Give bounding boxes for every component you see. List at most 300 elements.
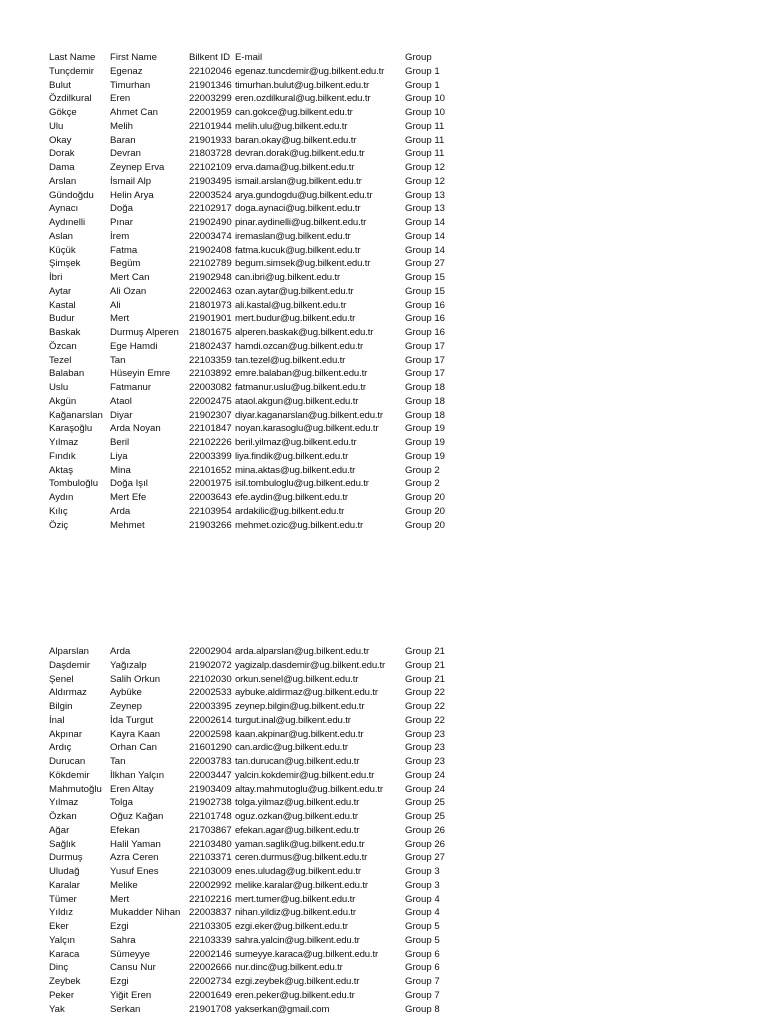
group-cell: Group 3 [405,866,440,877]
email-cell: alperen.baskak@ug.bilkent.edu.tr [235,327,374,338]
bilkent-id-cell: 21901708 [189,1003,232,1015]
group-cell: Group 21 [405,659,446,671]
bilkent-id-cell: 22102216 [189,893,232,905]
last-name-cell: Kağanarslan [49,409,103,421]
email-cell: kaan.akpinar@ug.bilkent.edu.tr [235,728,364,740]
last-name-cell: Durmuş [49,852,83,864]
bilkent-id-cell: 22102030 [189,673,232,685]
bilkent-id-cell: 22103009 [189,866,232,877]
last-name-cell: Sağlık [49,838,76,850]
first-name-cell: Yiğit Eren [110,989,152,1001]
group-cell: Group 19 [405,423,446,435]
group-cell: Group 20 [405,492,446,503]
last-name-cell: Aydınelli [49,217,86,228]
last-name-cell: Okay [49,134,72,146]
group-cell: Group 13 [405,203,446,215]
email-cell: ozan.aytar@ug.bilkent.edu.tr [235,285,354,297]
first-name-cell: Ataol [110,395,132,407]
email-cell: arya.gundogdu@ug.bilkent.edu.tr [235,189,373,201]
group-cell: Group 17 [405,368,446,380]
last-name-cell: Uslu [49,382,69,393]
bilkent-id-cell: 21903266 [189,519,232,531]
first-name-cell: Ali Ozan [110,285,147,297]
first-name-cell: Mehmet [110,519,145,531]
group-cell: Group 24 [405,769,446,781]
email-cell: ali.kastal@ug.bilkent.edu.tr [235,299,347,311]
first-name-cell: Salih Orkun [110,673,161,685]
bilkent-id-cell: 22103339 [189,934,232,946]
group-cell: Group 24 [405,783,446,795]
bilkent-id-cell: 22001959 [189,107,232,118]
group-cell: Group 10 [405,93,446,105]
first-name-cell: Zeynep Erva [110,162,165,173]
group-cell: Group 18 [405,395,446,407]
first-name-cell: İrem [110,230,130,242]
last-name-cell: Akpınar [49,728,83,740]
group-cell: Group 4 [405,907,440,919]
last-name-cell: Öziç [49,519,69,531]
last-name-cell: Yalçın [49,934,75,946]
group-cell: Group 2 [405,464,440,476]
first-name-cell: Ezgi [110,921,129,932]
first-name-cell: Mert [110,893,130,905]
first-name-cell: Hüseyin Emre [110,368,171,380]
group-cell: Group 26 [405,838,446,850]
bilkent-id-cell: 22101847 [189,423,232,435]
group-cell: Group 12 [405,175,446,187]
bilkent-id-cell: 22002614 [189,714,232,726]
first-name-cell: Mina [110,464,131,476]
email-cell: can.gokce@ug.bilkent.edu.tr [235,107,353,118]
last-name-cell: Yak [49,1003,65,1015]
group-cell: Group 14 [405,230,446,242]
last-name-cell: Karalar [49,879,80,891]
bilkent-id-cell: 21902408 [189,244,232,256]
header-first-name: First Name [110,52,157,63]
bilkent-id-cell: 22003643 [189,492,232,503]
group-cell: Group 25 [405,797,446,809]
last-name-cell: Yıldız [49,907,73,919]
group-cell: Group 20 [405,505,446,517]
email-cell: begum.simsek@ug.bilkent.edu.tr [235,258,371,270]
email-cell: mina.aktas@ug.bilkent.edu.tr [235,464,356,476]
first-name-cell: Oğuz Kağan [110,811,164,822]
email-cell: melike.karalar@ug.bilkent.edu.tr [235,879,368,891]
group-cell: Group 6 [405,962,440,974]
last-name-cell: Aydın [49,492,74,503]
bilkent-id-cell: 22103359 [189,354,232,366]
last-name-cell: Karaca [49,948,80,960]
last-name-cell: Ağar [49,824,70,836]
first-name-cell: Sümeyye [110,948,150,960]
first-name-cell: Serkan [110,1003,141,1015]
last-name-cell: Tombuloğlu [49,478,99,490]
first-name-cell: Doğa [110,203,133,215]
bilkent-id-cell: 22002992 [189,879,232,891]
email-cell: tolga.yilmaz@ug.bilkent.edu.tr [235,797,360,809]
email-cell: nihan.yildiz@ug.bilkent.edu.tr [235,907,356,919]
first-name-cell: Halil Yaman [110,838,161,850]
first-name-cell: Arda Noyan [110,423,161,435]
first-name-cell: Pınar [110,217,133,228]
group-cell: Group 11 [405,120,445,132]
last-name-cell: Eker [49,921,69,932]
email-cell: beril.yilmaz@ug.bilkent.edu.tr [235,437,357,448]
last-name-cell: Fındık [49,450,76,462]
first-name-cell: Eren Altay [110,783,154,795]
bilkent-id-cell: 22102226 [189,437,232,448]
group-cell: Group 21 [405,646,446,657]
email-cell: ezgi.zeybek@ug.bilkent.edu.tr [235,976,360,987]
first-name-cell: İda Turgut [110,714,154,726]
last-name-cell: Karaşoğlu [49,423,93,435]
email-cell: ceren.durmus@ug.bilkent.edu.tr [235,852,368,864]
group-cell: Group 16 [405,313,446,325]
last-name-cell: Alparslan [49,646,89,657]
bilkent-id-cell: 21801973 [189,299,232,311]
email-cell: yalcin.kokdemir@ug.bilkent.edu.tr [235,769,375,781]
first-name-cell: Efekan [110,824,140,836]
bilkent-id-cell: 22102917 [189,203,232,215]
first-name-cell: Aybüke [110,687,142,699]
email-cell: turgut.inal@ug.bilkent.edu.tr [235,714,351,726]
email-cell: ataol.akgun@ug.bilkent.edu.tr [235,395,359,407]
group-cell: Group 12 [405,162,446,173]
email-cell: can.ibri@ug.bilkent.edu.tr [235,272,341,283]
email-cell: eren.peker@ug.bilkent.edu.tr [235,989,355,1001]
first-name-cell: Helin Arya [110,189,154,201]
header-last-name: Last Name [49,52,96,63]
group-cell: Group 22 [405,701,446,712]
first-name-cell: Fatmanur [110,382,152,393]
bilkent-id-cell: 22001649 [189,989,232,1001]
first-name-cell: Doğa Işıl [110,478,148,490]
bilkent-id-cell: 22002475 [189,395,232,407]
email-cell: tan.tezel@ug.bilkent.edu.tr [235,354,346,366]
email-cell: aybuke.aldirmaz@ug.bilkent.edu.tr [235,687,378,699]
header-group: Group [405,52,432,63]
first-name-cell: İlkhan Yalçın [110,769,165,781]
last-name-cell: Gökçe [49,107,77,118]
email-cell: fatma.kucuk@ug.bilkent.edu.tr [235,244,361,256]
email-cell: yagizalp.dasdemir@ug.bilkent.edu.tr [235,659,386,671]
last-name-cell: Akgün [49,395,77,407]
bilkent-id-cell: 21902738 [189,797,232,809]
last-name-cell: Özkan [49,811,77,822]
email-cell: iremaslan@ug.bilkent.edu.tr [235,230,351,242]
first-name-cell: Melike [110,879,138,891]
email-cell: erva.dama@ug.bilkent.edu.tr [235,162,355,173]
bilkent-id-cell: 21902948 [189,272,232,283]
first-name-cell: Durmuş Alperen [110,327,179,338]
bilkent-id-cell: 22103480 [189,838,232,850]
group-cell: Group 1 [405,79,440,91]
first-name-cell: Ahmet Can [110,107,158,118]
group-cell: Group 5 [405,921,440,932]
first-name-cell: Arda [110,505,131,517]
group-cell: Group 15 [405,285,446,297]
email-cell: enes.uludag@ug.bilkent.edu.tr [235,866,361,877]
last-name-cell: Şenel [49,673,74,685]
bilkent-id-cell: 21902307 [189,409,232,421]
first-name-cell: Mert [110,313,130,325]
bilkent-id-cell: 22103371 [189,852,232,864]
email-cell: pinar.aydinelli@ug.bilkent.edu.tr [235,217,367,228]
first-name-cell: Mukadder Nihan [110,907,181,919]
group-cell: Group 14 [405,217,446,228]
email-cell: isil.tombuloglu@ug.bilkent.edu.tr [235,478,369,490]
first-name-cell: Arda [110,646,131,657]
bilkent-id-cell: 21802437 [189,340,232,352]
group-cell: Group 20 [405,519,446,531]
email-cell: mert.budur@ug.bilkent.edu.tr [235,313,356,325]
first-name-cell: Mert Efe [110,492,147,503]
first-name-cell: Fatma [110,244,138,256]
first-name-cell: Yusuf Enes [110,866,159,877]
last-name-cell: Bulut [49,79,71,91]
bilkent-id-cell: 21903409 [189,783,232,795]
bilkent-id-cell: 21901346 [189,79,232,91]
group-cell: Group 23 [405,756,446,767]
group-cell: Group 4 [405,893,440,905]
first-name-cell: Azra Ceren [110,852,159,864]
last-name-cell: Aslan [49,230,73,242]
group-cell: Group 10 [405,107,446,118]
bilkent-id-cell: 21902490 [189,217,232,228]
group-cell: Group 7 [405,976,440,987]
email-cell: hamdi.ozcan@ug.bilkent.edu.tr [235,340,364,352]
last-name-cell: Ulu [49,120,64,132]
bilkent-id-cell: 22003399 [189,450,232,462]
group-cell: Group 27 [405,852,446,864]
bilkent-id-cell: 22002463 [189,285,232,297]
first-name-cell: Cansu Nur [110,962,156,974]
group-cell: Group 26 [405,824,446,836]
last-name-cell: Durucan [49,756,86,767]
email-cell: mert.tumer@ug.bilkent.edu.tr [235,893,356,905]
last-name-cell: Şimşek [49,258,81,270]
email-cell: tan.durucan@ug.bilkent.edu.tr [235,756,360,767]
bilkent-id-cell: 22002533 [189,687,232,699]
bilkent-id-cell: 22102046 [189,65,232,77]
email-cell: altay.mahmutoglu@ug.bilkent.edu.tr [235,783,383,795]
bilkent-id-cell: 22002666 [189,962,232,974]
bilkent-id-cell: 22102109 [189,162,232,173]
email-cell: can.ardic@ug.bilkent.edu.tr [235,742,348,754]
first-name-cell: Mert Can [110,272,150,283]
first-name-cell: İsmail Alp [110,175,152,187]
email-cell: doga.aynaci@ug.bilkent.edu.tr [235,203,361,215]
last-name-cell: Mahmutoğlu [49,783,102,795]
bilkent-id-cell: 22003474 [189,230,232,242]
header-bilkent-id: Bilkent ID [189,52,231,63]
first-name-cell: Sahra [110,934,136,946]
email-cell: baran.okay@ug.bilkent.edu.tr [235,134,357,146]
group-cell: Group 23 [405,728,446,740]
email-cell: mehmet.ozic@ug.bilkent.edu.tr [235,519,364,531]
email-cell: devran.dorak@ug.bilkent.edu.tr [235,148,365,160]
group-cell: Group 21 [405,673,446,685]
bilkent-id-cell: 21703867 [189,824,232,836]
last-name-cell: Özcan [49,340,77,352]
bilkent-id-cell: 22003524 [189,189,232,201]
bilkent-id-cell: 21801675 [189,327,232,338]
bilkent-id-cell: 22103954 [189,505,232,517]
email-cell: oguz.ozkan@ug.bilkent.edu.tr [235,811,358,822]
last-name-cell: Uludağ [49,866,80,877]
last-name-cell: Aytar [49,285,72,297]
last-name-cell: Budur [49,313,75,325]
last-name-cell: Dorak [49,148,75,160]
email-cell: liya.findik@ug.bilkent.edu.tr [235,450,349,462]
group-cell: Group 25 [405,811,446,822]
last-name-cell: Tümer [49,893,77,905]
first-name-cell: Ali [110,299,121,311]
bilkent-id-cell: 22003447 [189,769,232,781]
group-cell: Group 1 [405,65,440,77]
bilkent-id-cell: 22103892 [189,368,232,380]
email-cell: ismail.arslan@ug.bilkent.edu.tr [235,175,362,187]
first-name-cell: Liya [110,450,128,462]
email-cell: ardakilic@ug.bilkent.edu.tr [235,505,345,517]
email-cell: yakserkan@gmail.com [235,1003,330,1015]
email-cell: orkun.senel@ug.bilkent.edu.tr [235,673,359,685]
bilkent-id-cell: 22101944 [189,120,232,132]
last-name-cell: Tezel [49,354,72,366]
group-cell: Group 8 [405,1003,440,1015]
group-cell: Group 3 [405,879,440,891]
email-cell: sahra.yalcin@ug.bilkent.edu.tr [235,934,360,946]
first-name-cell: Tan [110,756,126,767]
group-cell: Group 16 [405,327,446,338]
bilkent-id-cell: 22003395 [189,701,232,712]
first-name-cell: Orhan Can [110,742,157,754]
first-name-cell: Ezgi [110,976,129,987]
email-cell: melih.ulu@ug.bilkent.edu.tr [235,120,348,132]
email-cell: nur.dinc@ug.bilkent.edu.tr [235,962,343,974]
email-cell: sumeyye.karaca@ug.bilkent.edu.tr [235,948,379,960]
group-cell: Group 17 [405,340,446,352]
first-name-cell: Kayra Kaan [110,728,161,740]
last-name-cell: Özdilkural [49,93,92,105]
bilkent-id-cell: 22002904 [189,646,232,657]
bilkent-id-cell: 21803728 [189,148,232,160]
bilkent-id-cell: 22003783 [189,756,232,767]
first-name-cell: Beril [110,437,130,448]
first-name-cell: Begüm [110,258,141,270]
group-cell: Group 19 [405,450,446,462]
group-cell: Group 2 [405,478,440,490]
first-name-cell: Eren [110,93,131,105]
group-cell: Group 11 [405,134,445,146]
group-cell: Group 15 [405,272,446,283]
last-name-cell: Aldırmaz [49,687,87,699]
email-cell: timurhan.bulut@ug.bilkent.edu.tr [235,79,370,91]
first-name-cell: Zeynep [110,701,142,712]
email-cell: yaman.saglik@ug.bilkent.edu.tr [235,838,365,850]
last-name-cell: Tunçdemir [49,65,94,77]
last-name-cell: Dinç [49,962,69,974]
first-name-cell: Egenaz [110,65,143,77]
last-name-cell: Küçük [49,244,76,256]
bilkent-id-cell: 21601290 [189,742,232,754]
last-name-cell: Aktaş [49,464,73,476]
last-name-cell: Balaban [49,368,85,380]
last-name-cell: Bilgin [49,701,73,712]
email-cell: efe.aydin@ug.bilkent.edu.tr [235,492,348,503]
email-cell: eren.ozdilkural@ug.bilkent.edu.tr [235,93,371,105]
bilkent-id-cell: 21903495 [189,175,232,187]
email-cell: efekan.agar@ug.bilkent.edu.tr [235,824,360,836]
email-cell: arda.alparslan@ug.bilkent.edu.tr [235,646,370,657]
group-cell: Group 6 [405,948,440,960]
last-name-cell: Kastal [49,299,76,311]
bilkent-id-cell: 22001975 [189,478,232,490]
bilkent-id-cell: 22103305 [189,921,232,932]
group-cell: Group 22 [405,714,446,726]
bilkent-id-cell: 21902072 [189,659,232,671]
first-name-cell: Tolga [110,797,133,809]
bilkent-id-cell: 22003299 [189,93,232,105]
group-cell: Group 18 [405,409,446,421]
last-name-cell: Kökdemir [49,769,90,781]
last-name-cell: Yılmaz [49,797,79,809]
first-name-cell: Baran [110,134,136,146]
last-name-cell: Baskak [49,327,81,338]
last-name-cell: Daşdemir [49,659,91,671]
last-name-cell: Arslan [49,175,77,187]
header-email: E-mail [235,52,263,63]
last-name-cell: Zeybek [49,976,81,987]
first-name-cell: Yağızalp [110,659,147,671]
bilkent-id-cell: 21901901 [189,313,232,325]
bilkent-id-cell: 22101748 [189,811,232,822]
bilkent-id-cell: 22002146 [189,948,232,960]
bilkent-id-cell: 22003082 [189,382,232,393]
bilkent-id-cell: 22101652 [189,464,232,476]
group-cell: Group 13 [405,189,446,201]
first-name-cell: Ege Hamdi [110,340,158,352]
group-cell: Group 18 [405,382,446,393]
last-name-cell: Kılıç [49,505,68,517]
group-cell: Group 23 [405,742,446,754]
group-cell: Group 22 [405,687,446,699]
group-cell: Group 7 [405,989,440,1001]
email-cell: noyan.karasoglu@ug.bilkent.edu.tr [235,423,379,435]
email-cell: zeynep.bilgin@ug.bilkent.edu.tr [235,701,365,712]
bilkent-id-cell: 22002598 [189,728,232,740]
first-name-cell: Devran [110,148,141,160]
last-name-cell: Peker [49,989,75,1001]
first-name-cell: Melih [110,120,133,132]
last-name-cell: İnal [49,714,65,726]
last-name-cell: Gündoğdu [49,189,94,201]
email-cell: egenaz.tuncdemir@ug.bilkent.edu.tr [235,65,385,77]
first-name-cell: Tan [110,354,126,366]
email-cell: diyar.kaganarslan@ug.bilkent.edu.tr [235,409,383,421]
group-cell: Group 14 [405,244,446,256]
group-cell: Group 17 [405,354,446,366]
email-cell: fatmanur.uslu@ug.bilkent.edu.tr [235,382,366,393]
last-name-cell: Yılmaz [49,437,79,448]
bilkent-id-cell: 22102789 [189,258,232,270]
group-cell: Group 16 [405,299,446,311]
bilkent-id-cell: 22002734 [189,976,232,987]
group-cell: Group 5 [405,934,440,946]
first-name-cell: Timurhan [110,79,151,91]
bilkent-id-cell: 22003837 [189,907,232,919]
group-cell: Group 27 [405,258,446,270]
